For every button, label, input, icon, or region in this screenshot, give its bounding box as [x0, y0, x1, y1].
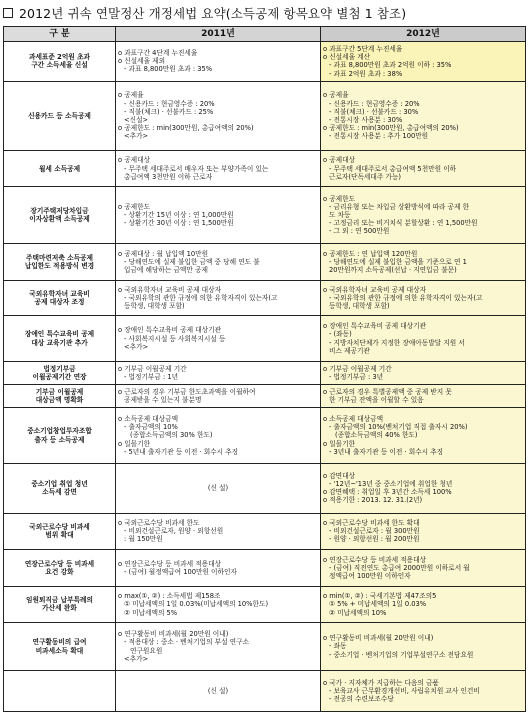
- cell-2012-line: o 공제한도 : min(300만원, 총급여액의 20%): [323, 124, 459, 133]
- cell-2011-line: - 무주택 세대주로서 배우자 또는 부양가족이 있는: [124, 164, 269, 173]
- cell-2011-line: - 비외건설근로자, 원양 · 외항선원: [124, 527, 224, 536]
- cell-2012: [321, 42, 526, 82]
- category-cell: [4, 623, 116, 671]
- cell-2012-line: - 과표 8,800만원 초과 2억원 이하 : 35%: [329, 61, 452, 70]
- cell-2012: [321, 316, 526, 361]
- cell-2011: [116, 151, 321, 186]
- cell-2012-line: - 무주택 세대주로서 총급여액 5천만원 이하: [329, 164, 457, 173]
- cell-2011-line: - 직불(체크) · 선불카드 : 25%: [124, 107, 214, 116]
- category-line: 요건 강화: [45, 567, 74, 576]
- table-row: [4, 463, 526, 513]
- category-line: 기부금 이월공제: [35, 388, 84, 397]
- category-cell: [4, 385, 116, 408]
- cell-2011-line: o 공제한도: [118, 202, 151, 211]
- cell-2011: [116, 316, 321, 361]
- cell-2012-line: - 고정금리 또는 비거치식 분할상환 : 연 1,500만원: [329, 219, 478, 228]
- cell-2011-line: o 근로자의 경우 기부금 한도초과액을 이월하여: [118, 388, 256, 397]
- cell-2012-line: (종합소득금액의 40% 한도): [335, 431, 418, 440]
- cell-2011: [116, 513, 321, 550]
- cell-2011: [116, 408, 321, 463]
- cell-2012-line: 근로자(단독세대주 가능): [329, 172, 401, 181]
- cell-2012-line: o 신설세율 계산: [323, 53, 371, 62]
- cell-2011-line: - 법정기부금 : 1년: [124, 373, 179, 381]
- table-row: [4, 81, 526, 151]
- cell-2012: [321, 186, 526, 244]
- cell-2011: (신 설): [116, 463, 321, 513]
- cell-2012-line: 한 기부금 잔액을 이월할 수 있음: [329, 396, 424, 405]
- cell-2011: [116, 586, 321, 623]
- cell-2011-line: o 소득공제 대상금액: [118, 415, 179, 424]
- cell-2012: [321, 463, 526, 513]
- cell-2012: [321, 586, 526, 623]
- cell-2012-line: - 3년내 출자기관 등 이전 · 회수시 추징: [329, 447, 444, 456]
- cell-2012-line: o 기부금 이월공제 기간: [323, 364, 392, 373]
- cell-2011-line: <추가>: [124, 342, 149, 351]
- cell-2011-line: 등학생, 대학생 포함): [124, 302, 185, 311]
- category-line: 이월공제기간 연장: [32, 373, 87, 381]
- cell-2011-line: - 적용대상 : 중소 · 벤처기업의 부설 연구소: [124, 638, 250, 647]
- cell-2012-line: o 국외유학자녀 교육비 공제 대상자: [323, 285, 427, 294]
- category-line: 중소기업창업투자조합: [27, 427, 92, 436]
- category-line: 연구활동비의 급여: [32, 638, 87, 647]
- cell-2011-line: : 월 150만원: [124, 535, 163, 544]
- table-row: [4, 385, 526, 408]
- category-cell: [4, 550, 116, 587]
- category-cell: [4, 513, 116, 550]
- table-row: [4, 513, 526, 550]
- cell-2012-line: - (금여) 직전연도 총급여 2000만원 이하로서 월: [329, 563, 470, 572]
- cell-2011: [116, 385, 321, 408]
- cell-2011: [116, 361, 321, 384]
- cell-2011-line: - 사회복지시설 등 사회복지시설 등: [124, 334, 226, 343]
- table-row: [4, 244, 526, 281]
- cell-2011: [116, 186, 321, 244]
- cell-2011: [116, 623, 321, 671]
- category-line: 가산세 완화: [42, 604, 77, 613]
- cell-2012-line: o 감면대상: [323, 471, 356, 480]
- title-text: 2012년 귀속 연말정산 개정세법 요약(소득공제 항목요약 별첨 1 참조): [19, 6, 407, 21]
- header-2012: 2012년: [321, 27, 526, 42]
- header-category: 구 분: [4, 27, 116, 42]
- category-line: 공제 대상자 조정: [34, 298, 85, 307]
- cell-2012: [321, 670, 526, 711]
- cell-2011-line: - 상환기간 30년 이상 : 연 1,500만원: [124, 219, 234, 228]
- cell-2011-line: 입금에 해당하는 금액만 공제: [124, 266, 208, 275]
- cell-2012-line: - 중소기업 · 벤처기업의 기업부설연구소 전담요원: [329, 650, 474, 659]
- cell-2012-line: - 금리유형 또는 차입금 상환방식에 따라 공제 한: [329, 202, 470, 211]
- category-line: 납입한도 적용방식 변경: [24, 262, 95, 271]
- category-line: 법정기부금: [43, 364, 76, 373]
- cell-2011-line: o 국외근로수당 비과세 한도: [118, 519, 200, 528]
- cell-2012-line: - 신용카드 : 현금영수증 : 20%: [329, 99, 420, 108]
- cell-2011-line: o 공제대상 : 월 납입액 10만원: [118, 249, 209, 258]
- cell-2012-line: - 전공의 수련보조수당: [329, 695, 394, 704]
- cell-2012-line: ① 5% + 미납세액의 1일 0.03%: [329, 600, 427, 609]
- cell-2012-line: - 당해연도에 실제 불입한 금액을 기준으로 연 1: [329, 258, 467, 267]
- tax-law-summary-table: [3, 26, 526, 712]
- cell-2012: [321, 408, 526, 463]
- table-row: [4, 586, 526, 623]
- cell-2011-line: - 국외유학의 관한 규정에 의한 유학자격이 있는자(고: [124, 294, 278, 303]
- cell-2011-line: ② 미납세액의 5%: [124, 608, 178, 617]
- category-line: 중소기업 취업 청년: [31, 479, 88, 488]
- table-row: [4, 151, 526, 186]
- cell-2012-line: o min(①, ②) : 국세기본법 제47조의5: [323, 592, 437, 601]
- cell-2012-line: - 전통시장 사용분 : 추가 100만원: [329, 132, 429, 141]
- cell-2011-line: - 신용카드 : 현금영수증 : 20%: [124, 99, 215, 108]
- cell-2011-line: o 연장근로수당 등 비과세 적용대상: [118, 559, 222, 568]
- cell-2011-line: - (금여) 월정액급여 100만원 이하인자: [124, 567, 237, 576]
- category-line: 장기주택저당차입금: [30, 206, 89, 215]
- category-cell: [4, 361, 116, 384]
- cell-2011-line: o 기부금 이월공제 기간: [118, 364, 187, 373]
- cell-2012-line: o 연장근로수당 등 비과세 적용대상: [323, 555, 427, 564]
- table-row: [4, 670, 526, 711]
- cell-2012: [321, 623, 526, 671]
- table-header-row: [4, 27, 526, 42]
- cell-2012: [321, 244, 526, 281]
- cell-2012-line: o 과표구간 5단계 누진세율: [323, 44, 403, 53]
- category-line: 대상금액 명확화: [35, 396, 84, 405]
- category-line: 과세표준 2억원 초과: [29, 53, 90, 62]
- cell-2011-line: <추가>: [124, 132, 149, 141]
- cell-2012-line: - 국외유학의 관한 규정에 의한 유학자격이 있는자(고: [329, 294, 483, 303]
- category-cell: [4, 586, 116, 623]
- cell-2012-line: 정액급여 100만원 이하인자: [329, 572, 411, 581]
- cell-2011-line: o 과표구간 4단계 누진세율: [118, 49, 198, 58]
- category-cell: [4, 42, 116, 82]
- cell-2011: (신 설): [116, 670, 321, 711]
- cell-2011: [116, 81, 321, 151]
- category-cell: [4, 408, 116, 463]
- cell-2012-line: o 공제한도: [323, 194, 356, 203]
- table-row: [4, 186, 526, 244]
- cell-2012-line: - 직불(체크) · 선불카드 : 30%: [329, 107, 419, 116]
- square-bullet-icon: [3, 8, 13, 18]
- cell-2012-line: 도 차등: [329, 211, 351, 220]
- cell-2011-line: o 공제한도 : min(300만원, 총급여액의 20%): [118, 124, 254, 133]
- cell-2011-line: o 연구활동비 비과세(월 20만원 이내): [118, 630, 229, 639]
- cell-2012-line: o 감면혜택 : 취업일 후 3년간 소득세 100%: [323, 488, 452, 497]
- document-title: [3, 4, 406, 22]
- category-cell: [4, 244, 116, 281]
- category-line: 이자상환액 소득공제: [29, 215, 90, 224]
- cell-2012-line: - 법정기부금 : 3년: [329, 373, 384, 381]
- cell-2012-line: 비스 제공기관: [329, 346, 370, 355]
- category-line: 출자 등 소득공제: [34, 435, 85, 444]
- cell-2012-line: o 국가 · 지자체가 지급하는 다음의 금품: [323, 678, 439, 687]
- cell-2011-line: ① 미납세액의 1일 0.03%(미납세액의 10%한도): [124, 600, 269, 609]
- cell-2012-line: o 장애인 특수교육비 공제 대상기관: [323, 322, 427, 331]
- cell-2012-line: o 공제대상: [323, 156, 356, 165]
- cell-2012-line: - 과표 2억원 초과 : 38%: [329, 69, 403, 78]
- table-row: [4, 281, 526, 316]
- table-row: [4, 316, 526, 361]
- cell-2011-line: o 장애인 특수교육비 공제 대상기관: [118, 326, 222, 335]
- category-line: 주택마련저축 소득공제: [26, 254, 93, 263]
- table-row: [4, 550, 526, 587]
- cell-2011-line: 총급여액 3천만원 이하 근로자: [124, 172, 213, 181]
- table-row: [4, 42, 526, 82]
- cell-2011-line: <신설>: [124, 116, 149, 125]
- category-line: 국외유학자녀 교육비: [29, 290, 90, 299]
- cell-2012-line: ② 미납세액의 10%: [329, 608, 387, 617]
- cell-2012-line: - 출자금액의 10%(벤처기업 직접 출자시 20%): [329, 423, 468, 432]
- category-line: 연장근로수당 등 비과세: [24, 559, 95, 568]
- category-line: 비과세소득 확대: [35, 646, 84, 655]
- cell-2011-line: 연구원요원: [130, 646, 163, 655]
- cell-2011-line: <추가>: [124, 654, 149, 663]
- cell-2012-line: o 공제한도 : 연 납입액 120만원: [323, 249, 418, 258]
- cell-2011-line: - 출자금액의 10%: [124, 423, 178, 432]
- cell-2012: [321, 385, 526, 408]
- cell-2011: [116, 281, 321, 316]
- cell-2011-line: o 공제율: [118, 91, 144, 100]
- cell-2012: [321, 281, 526, 316]
- category-line: 구간 소득세율 신설: [31, 61, 88, 70]
- cell-2011: [116, 42, 321, 82]
- cell-2012-line: - '12년~'13년 중 중소기업에 취업한 청년: [329, 479, 453, 488]
- category-line: 임원퇴직금 납부특례의: [26, 596, 93, 605]
- cell-2012-line: o 적용기한 : 2013. 12. 31.(2년): [323, 496, 423, 505]
- cell-2011-line: o 신설세율 제외: [118, 57, 166, 66]
- cell-2011-line: - 과표 8,800만원 초과 : 35%: [124, 65, 213, 74]
- cell-2012-line: - 지방자치단체가 지정한 장애아동발달 지원 서: [329, 338, 465, 347]
- cell-2011-line: o 공제대상: [118, 156, 151, 165]
- table-body: [4, 42, 526, 712]
- cell-2011-line: - 5년내 출자기관 등 이전 · 회수시 추징: [124, 447, 239, 456]
- category-cell: [4, 186, 116, 244]
- cell-2011: [116, 550, 321, 587]
- category-line: 신용카드 등 소득공제: [28, 111, 91, 120]
- category-cell: [4, 151, 116, 186]
- header-2011: 2011년: [116, 27, 321, 42]
- cell-2011-line: o max(①, ②) : 소득세법 제158조: [118, 592, 221, 601]
- cell-2012: [321, 361, 526, 384]
- category-line: 장애인 특수교육비 공제: [24, 330, 95, 339]
- cell-2012-line: o 소득공제 대상금액: [323, 415, 384, 424]
- category-cell: [4, 81, 116, 151]
- category-cell: [4, 316, 116, 361]
- cell-2011-line: o 국외유학자녀 교육비 공제 대상자: [118, 285, 222, 294]
- cell-2012-line: - 원양 · 외항선원 : 월 200만원: [329, 535, 420, 544]
- cell-2011-line: (종합소득금액의 30% 한도): [130, 431, 213, 440]
- category-cell: [4, 463, 116, 513]
- category-line: 범위 확대: [45, 531, 74, 540]
- cell-2012-line: o 국외근로수당 비과세 한도 확대: [323, 519, 420, 528]
- category-line: 대상 교육기관 추가: [31, 338, 88, 347]
- cell-2012-line: 20만원까지 소득공제(선납 · 지연입금 불문): [329, 266, 457, 275]
- cell-2011-line: - 당해연도에 실제 불입한 금액 중 당해 연도 불: [124, 258, 260, 267]
- cell-2012-line: o 근로자의 경우 특별공제액 중 공제 받지 못: [323, 388, 452, 397]
- table-row: [4, 408, 526, 463]
- cell-2012-line: - (좌동): [329, 330, 352, 339]
- cell-2011-line: o 일몰기한: [118, 439, 151, 448]
- cell-2012-line: - 그 외 : 연 500만원: [329, 227, 390, 236]
- cell-2012-line: 등학생, 대학생 포함): [329, 302, 390, 311]
- category-cell: [4, 281, 116, 316]
- cell-2011-line: 공제받을 수 있는지 불분명: [124, 396, 202, 405]
- cell-2012-line: o 연구활동비 비과세(월 20만원 이내): [323, 634, 434, 643]
- category-line: 국외근로수당 비과세: [29, 523, 90, 532]
- cell-2011-line: - 상환기간 15년 이상 : 연 1,000만원: [124, 211, 234, 220]
- cell-2012-line: - 전통시장 사용분 : 30%: [329, 116, 403, 125]
- cell-2012-line: - 좌동: [329, 642, 347, 651]
- cell-2012: [321, 151, 526, 186]
- cell-2012-line: - 보육교사 근무환경개선비, 사립유치원 교사 인건비: [329, 686, 480, 695]
- cell-2012-line: - 비외건설근로자 : 월 300만원: [329, 527, 420, 536]
- cell-2012: [321, 81, 526, 151]
- category-line: 월세 소득공제: [38, 164, 81, 173]
- cell-2012-line: o 일몰기한: [323, 439, 356, 448]
- table-row: [4, 361, 526, 384]
- category-cell: [4, 670, 116, 711]
- cell-2012: [321, 513, 526, 550]
- cell-2011: [116, 244, 321, 281]
- cell-2012-line: o 공제율: [323, 91, 349, 100]
- cell-2012: [321, 550, 526, 587]
- table-row: [4, 623, 526, 671]
- category-line: 소득세 감면: [42, 488, 77, 497]
